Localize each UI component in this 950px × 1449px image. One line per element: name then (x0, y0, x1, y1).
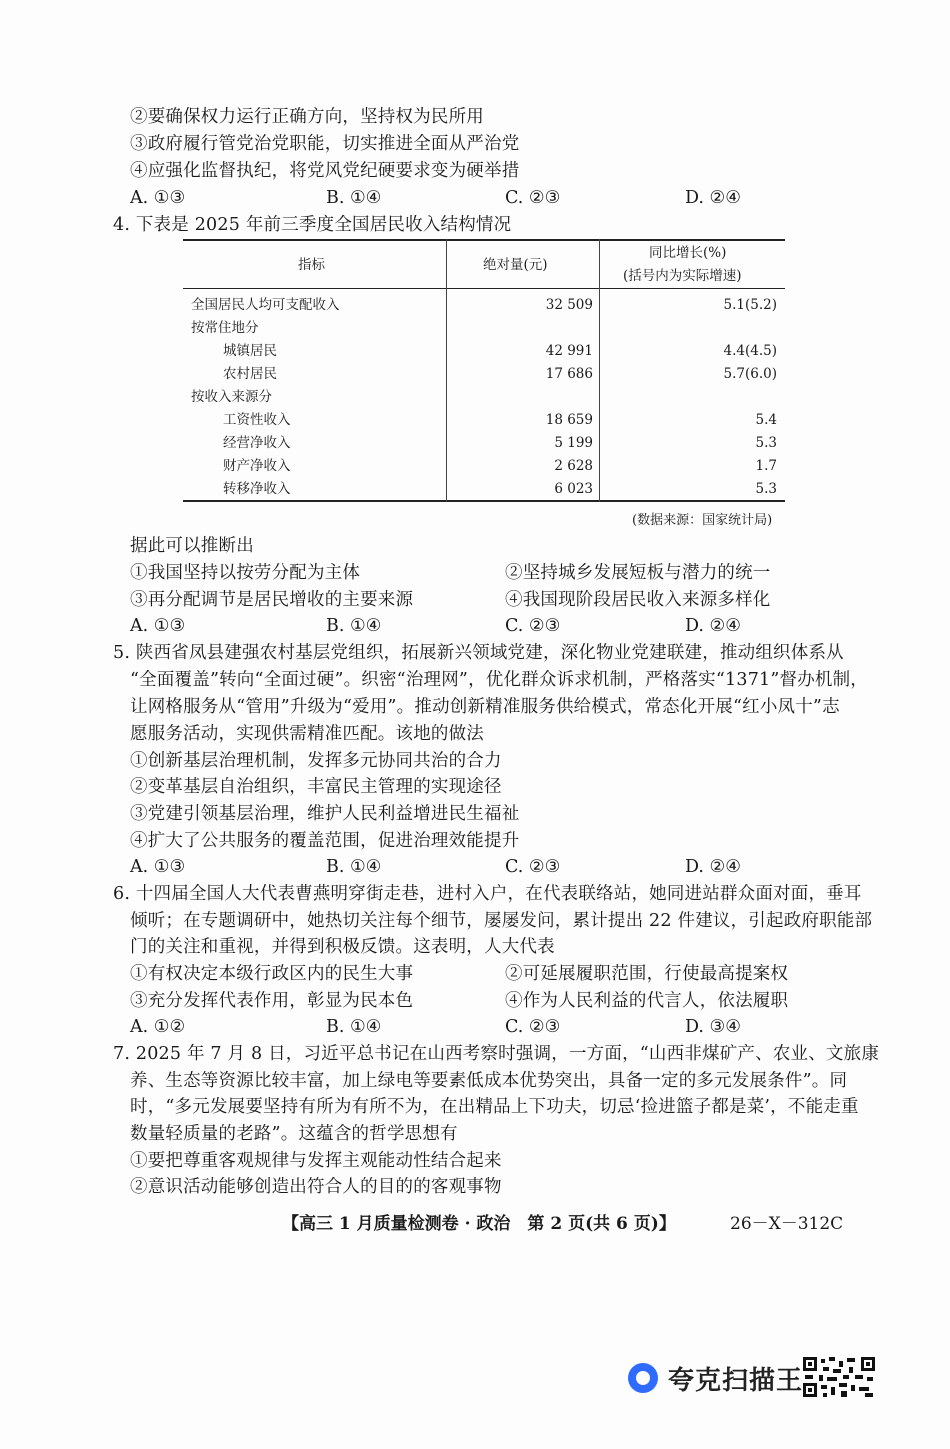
table-header-indicator: 指标 (298, 257, 325, 273)
q6-option-4: ④作为人民利益的代言人，依法履职 (505, 991, 789, 1011)
table-row-amount: 2 628 (554, 458, 593, 474)
table-row-label: 工资性收入 (223, 412, 291, 428)
table-col-divider (599, 239, 600, 502)
table-top-rule (183, 239, 785, 241)
scanner-watermark (628, 1358, 803, 1398)
scanner-logo-icon (628, 1363, 658, 1393)
q7-option-2: ②意识活动能够创造出符合人的目的的客观事物 (130, 1177, 502, 1197)
q6-option-3: ③充分发挥代表作用，彰显为民本色 (130, 991, 414, 1011)
table-header-growth-note: (括号内为实际增速) (623, 268, 742, 284)
q5-option-1: ①创新基层治理机制，发挥多元协同共治的合力 (130, 751, 502, 771)
table-row-amount: 5 199 (554, 435, 593, 451)
q5-stem-line-1: 5. 陕西省凤县建强农村基层党组织，拓展新兴领域党建，深化物业党建联建，推动组织体系从 (113, 643, 844, 663)
table-row-amount: 6 023 (554, 481, 593, 497)
q4-option-2: ②坚持城乡发展短板与潜力的统一 (505, 563, 771, 583)
table-header-growth: 同比增长(%) (649, 245, 727, 261)
table-row-label: 农村居民 (223, 366, 277, 382)
table-row-growth: 5.1(5.2) (723, 297, 777, 313)
table-row-label: 财产净收入 (223, 458, 291, 474)
q6-answer-c: C. ②③ (505, 1017, 561, 1037)
table-row-growth: 5.3 (755, 481, 777, 497)
q6-option-1: ①有权决定本级行政区内的民生大事 (130, 964, 414, 984)
q5-answer-c: C. ②③ (505, 857, 561, 877)
q3-answer-b: B. ①④ (326, 188, 382, 208)
income-table (183, 239, 785, 502)
q5-stem-line-2: “全面覆盖”转向“全面过硬”。织密“治理网”，优化群众诉求机制，严格落实“1371”督办机制， (130, 670, 869, 690)
q7-option-1: ①要把尊重客观规律与发挥主观能动性结合起来 (130, 1151, 502, 1171)
q5-answer-b: B. ①④ (326, 857, 382, 877)
table-row-growth: 5.4 (755, 412, 777, 428)
q4-answer-b: B. ①④ (326, 616, 382, 636)
table-row-label: 经营净收入 (223, 435, 291, 451)
q4-answer-c: C. ②③ (505, 616, 561, 636)
table-row-amount: 17 686 (545, 366, 593, 382)
q3-option-3: ③政府履行管党治党职能，切实推进全面从严治党 (130, 134, 520, 154)
q5-option-2: ②变革基层自治组织，丰富民主管理的实现途径 (130, 777, 502, 797)
q4-answer-d: D. ②④ (685, 616, 741, 636)
q6-stem-line-1: 6. 十四届全国人大代表曹燕明穿街走巷，进村入户，在代表联络站，她同进站群众面对面，垂耳 (113, 884, 862, 904)
table-header-amount: 绝对量(元) (483, 257, 548, 273)
table-bottom-rule (183, 500, 785, 502)
q5-answer-d: D. ②④ (685, 857, 741, 877)
q4-stem: 4. 下表是 2025 年前三季度全国居民收入结构情况 (113, 215, 512, 235)
q5-answer-a: A. ①③ (130, 857, 186, 877)
q7-stem-line-4: 数量轻质量的老路”。这蕴含的哲学思想有 (130, 1124, 458, 1144)
q4-option-3: ③再分配调节是居民增收的主要来源 (130, 590, 414, 610)
q4-lead: 据此可以推断出 (130, 536, 254, 556)
q3-answer-a: A. ①③ (130, 188, 186, 208)
table-row-amount: 32 509 (545, 297, 593, 313)
paper-code: 26－X－312C (730, 1214, 844, 1234)
table-row-growth: 1.7 (755, 458, 777, 474)
table-row-growth: 4.4(4.5) (723, 343, 777, 359)
table-row-label: 转移净收入 (223, 481, 291, 497)
page-footer-title: 【高三 1 月质量检测卷 · 政治 第 2 页(共 6 页)】 (282, 1214, 676, 1234)
q7-stem-line-3: 时，“多元发展要坚持有所为有所不为，在出精品上下功夫，切忌‘捡进篮子都是菜’，不能走重 (130, 1097, 859, 1117)
q7-stem-line-2: 养、生态等资源比较丰富，加上绿电等要素低成本优势突出，具备一定的多元发展条件”。同 (130, 1071, 848, 1091)
table-head-rule (183, 288, 785, 289)
q6-stem-line-2: 倾听；在专题调研中，她热切关注每个细节，屡屡发问，累计提出 22 件建议，引起政府职能部 (130, 911, 873, 931)
table-source-note: (数据来源：国家统计局) (632, 513, 773, 528)
q7-stem-line-1: 7. 2025 年 7 月 8 日，习近平总书记在山西考察时强调，一方面，“山西非煤矿产、农业、文旅康 (113, 1044, 880, 1064)
q5-option-4: ④扩大了公共服务的覆盖范围，促进治理效能提升 (130, 831, 520, 851)
q3-option-2: ②要确保权力运行正确方向，坚持权为民所用 (130, 107, 484, 127)
table-row-label: 按收入来源分 (191, 389, 272, 405)
q3-answer-c: C. ②③ (505, 188, 561, 208)
q6-answer-b: B. ①④ (326, 1017, 382, 1037)
q5-option-3: ③党建引领基层治理，维护人民利益增进民生福祉 (130, 804, 520, 824)
q4-answer-a: A. ①③ (130, 616, 186, 636)
table-row-growth: 5.7(6.0) (723, 366, 777, 382)
table-row-amount: 42 991 (545, 343, 593, 359)
table-row-amount: 18 659 (545, 412, 593, 428)
q5-stem-line-4: 愿服务活动，实现供需精准匹配。该地的做法 (130, 724, 484, 744)
table-row-label: 按常住地分 (191, 320, 259, 336)
q4-option-1: ①我国坚持以按劳分配为主体 (130, 563, 361, 583)
q6-answer-d: D. ③④ (685, 1017, 741, 1037)
scanner-brand: 夸克扫描王 (668, 1365, 804, 1396)
table-row-label: 全国居民人均可支配收入 (191, 297, 340, 313)
q6-answer-a: A. ①② (130, 1017, 186, 1037)
table-col-divider (446, 239, 447, 502)
q6-stem-line-3: 门的关注和重视，并得到积极反馈。这表明，人大代表 (130, 937, 555, 957)
qr-code-icon (803, 1357, 875, 1397)
table-row-growth: 5.3 (755, 435, 777, 451)
q4-option-4: ④我国现阶段居民收入来源多样化 (505, 590, 771, 610)
q6-option-2: ②可延展履职范围，行使最高提案权 (505, 964, 789, 984)
q3-answer-d: D. ②④ (685, 188, 741, 208)
q5-stem-line-3: 让网格服务从“管用”升级为“爱用”。推动创新精准服务供给模式，常态化开展“红小凤十”志 (130, 697, 840, 717)
table-row-label: 城镇居民 (223, 343, 277, 359)
q3-option-4: ④应强化监督执纪，将党风党纪硬要求变为硬举措 (130, 161, 520, 181)
